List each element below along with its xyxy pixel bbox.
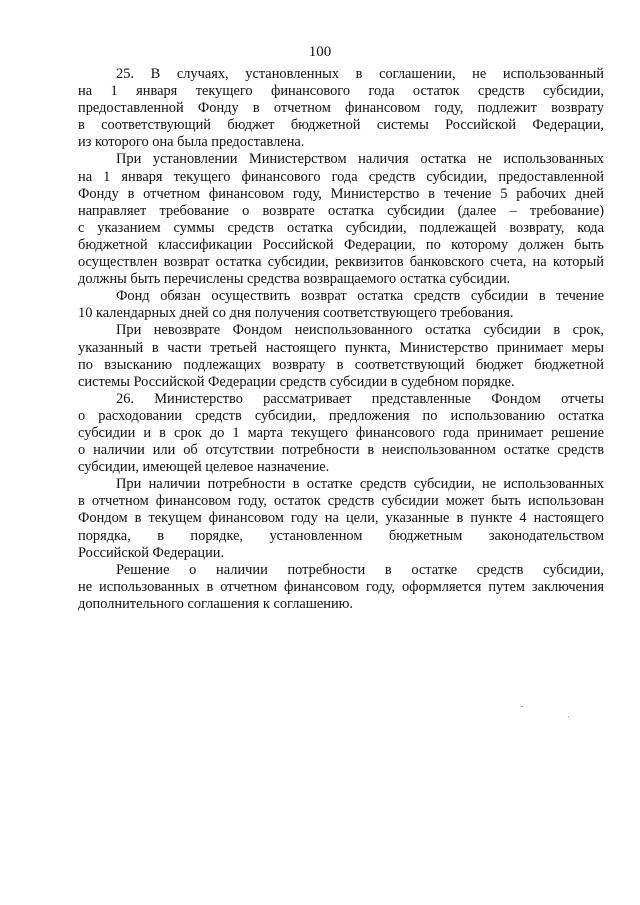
text-line: направляет требование о возврате остатка субсидии (далее – требование) — [78, 202, 604, 219]
text-line: При установлении Министерством наличия остатка не использованных — [116, 151, 604, 168]
text-line: в отчетном финансовом году, остаток средств субсидии может быть использован — [78, 493, 604, 510]
text-line: о наличии или об отсутствии потребности в неиспользованном остатке средств — [78, 442, 604, 459]
text-line: Российской Федерации. — [78, 544, 225, 561]
text-line: субсидии и в срок до 1 марта текущего финансового года принимает решение — [78, 424, 604, 441]
text-line: системы Российской Федерации средств субсидии в судебном порядке. — [78, 373, 515, 390]
text-line: должны быть перечислены средства возвращаемого остатка субсидии. — [78, 271, 511, 288]
paragraph — [78, 391, 604, 476]
page-number: 100 — [308, 44, 332, 60]
text-line: предоставленной Фонду в отчетном финансовом году, подлежит возврату — [78, 100, 604, 117]
text-line: бюджетной классификации Российской Федерации, по которому должен быть — [78, 236, 604, 253]
text-line: Решение о наличии потребности в остатке средств субсидии, — [116, 561, 604, 578]
text-line: Фонд обязан осуществить возврат остатка средств субсидии в течение — [116, 288, 604, 305]
text-line: порядка, в порядке, установленном бюджетным законодательством — [78, 527, 604, 544]
scan-speck — [521, 706, 523, 707]
text-line: При невозврате Фондом неиспользованного остатка субсидии в срок, — [116, 322, 604, 339]
text-line: по взысканию подлежащих возврату в соответствующий бюджет бюджетной — [78, 356, 604, 373]
text-line: При наличии потребности в остатке средств субсидии, не использованных — [116, 476, 604, 493]
text-line: 26. Министерство рассматривает представленные Фондом отчеты — [116, 390, 604, 407]
text-line: в соответствующий бюджет бюджетной системы Российской Федерации, — [78, 117, 604, 134]
text-line: Фонду в отчетном финансовом году, Министерство в течение 5 рабочих дней — [78, 185, 604, 202]
text-line: не использованных в отчетном финансовом году, оформляется путем заключения — [78, 578, 604, 595]
paragraph — [78, 288, 604, 322]
paragraph — [78, 66, 604, 151]
text-line: Фондом в текущем финансовом году на цели, указанные в пункте 4 настоящего — [78, 510, 604, 527]
paragraph — [78, 322, 604, 390]
text-line: из которого она была предоставлена. — [78, 134, 305, 151]
text-line: на 1 января текущего финансового года средств субсидии, предоставленной — [78, 168, 604, 185]
text-line: на 1 января текущего финансового года остаток средств субсидии, — [78, 83, 604, 100]
text-line: осуществлен возврат остатка субсидии, реквизитов банковского счета, на который — [78, 254, 604, 271]
document-body — [78, 66, 604, 613]
scan-speck — [568, 716, 569, 717]
text-line: субсидии, имеющей целевое назначение. — [78, 459, 330, 476]
text-line: 10 календарных дней со дня получения соответствующего требования. — [78, 305, 514, 322]
text-line: 25. В случаях, установленных в соглашении, не использованный — [116, 66, 604, 82]
text-line: с указанием суммы средств остатка субсидии, подлежащей возврату, кода — [78, 219, 604, 236]
text-line: указанный в части третьей настоящего пункта, Министерство принимает меры — [78, 339, 604, 356]
paragraph — [78, 476, 604, 561]
text-line: дополнительного соглашения к соглашению. — [78, 595, 354, 612]
text-line: о расходовании средств субсидии, предложения по использованию остатка — [78, 407, 604, 424]
paragraph — [78, 562, 604, 613]
paragraph — [78, 151, 604, 288]
